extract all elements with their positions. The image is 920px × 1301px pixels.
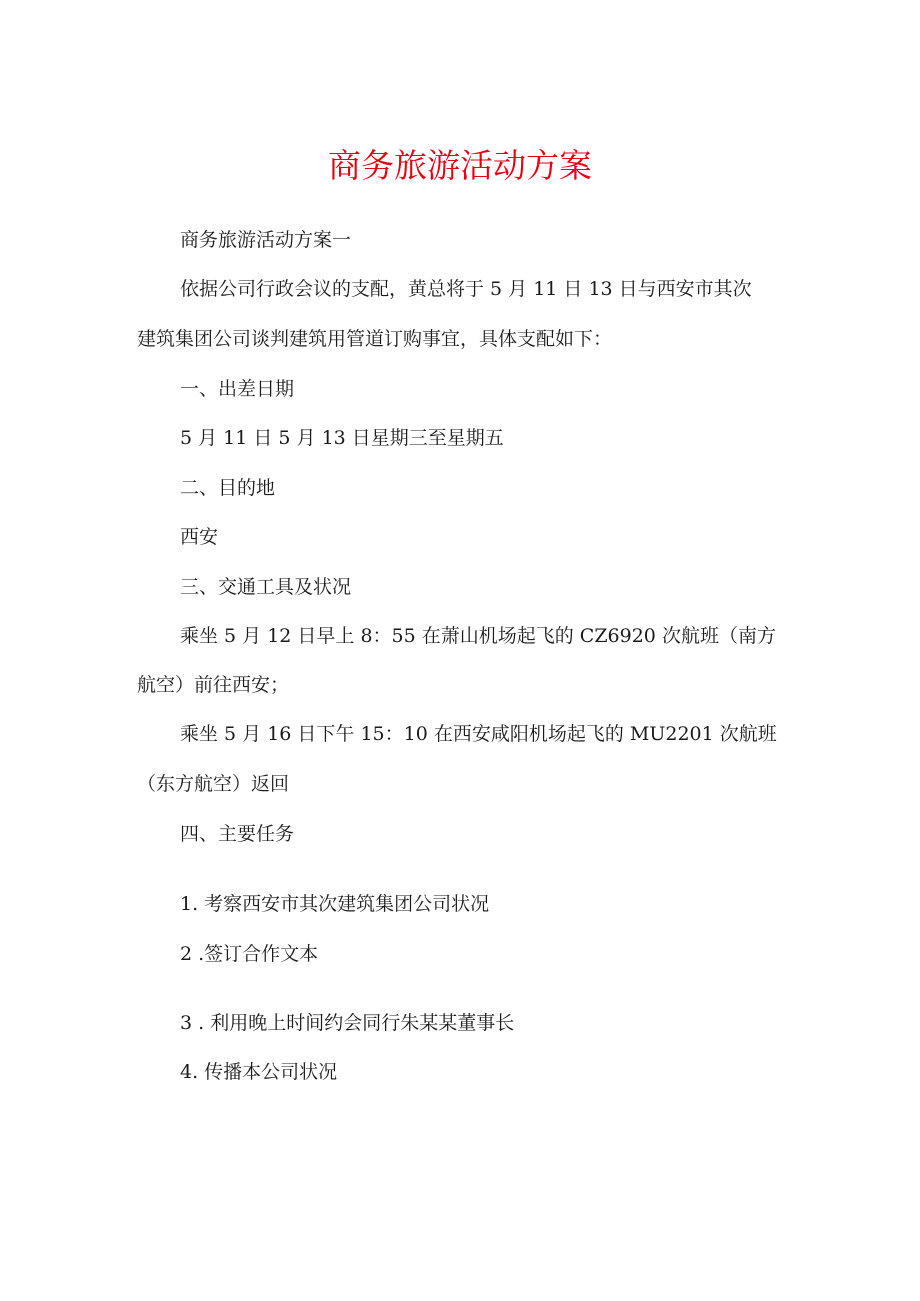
section-content-destination: 西安 <box>180 526 219 548</box>
section-heading-destination: 二、目的地 <box>180 477 276 499</box>
flight-return-line-1: 乘坐 5 月 16 日下午 15：10 在西安咸阳机场起飞的 MU2201 次航班 <box>180 723 777 745</box>
section-heading-date: 一、出差日期 <box>180 378 295 400</box>
task-item: 2 .签订合作文本 <box>180 943 319 965</box>
section-heading-tasks: 四、主要任务 <box>180 823 295 845</box>
document-title: 商务旅游活动方案 <box>328 146 592 185</box>
task-item: 4. 传播本公司状况 <box>180 1061 338 1083</box>
intro-line-2: 建筑集团公司谈判建筑用管道订购事宜，具体支配如下： <box>137 328 613 350</box>
intro-line-1: 依据公司行政会议的支配，黄总将于 5 月 11 日 13 日与西安市其次 <box>180 278 752 300</box>
section-heading-transport: 三、交通工具及状况 <box>180 576 352 598</box>
task-item: 1. 考察西安市其次建筑集团公司状况 <box>180 893 490 915</box>
document-subtitle: 商务旅游活动方案一 <box>180 229 352 251</box>
task-item: 3 . 利用晚上时间约会同行朱某某董事长 <box>180 1012 515 1034</box>
flight-outbound-line-2: 航空）前往西安； <box>137 674 290 696</box>
flight-return-line-2: （东方航空）返回 <box>137 773 290 795</box>
section-content-date: 5 月 11 日 5 月 13 日星期三至星期五 <box>180 427 504 449</box>
flight-outbound-line-1: 乘坐 5 月 12 日早上 8：55 在萧山机场起飞的 CZ6920 次航班（南方 <box>180 625 776 647</box>
